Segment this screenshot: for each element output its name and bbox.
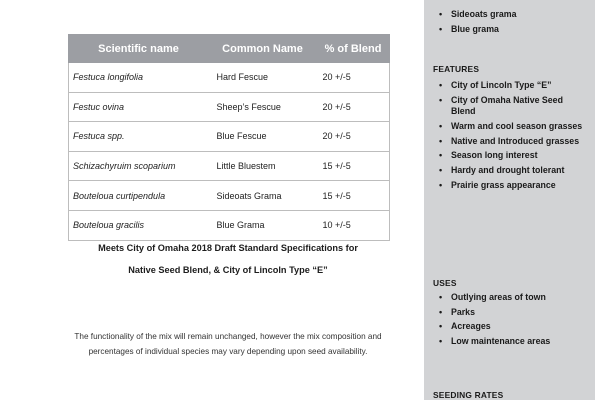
scientific-name-cell: Festuca spp. xyxy=(69,122,209,152)
list-item xyxy=(424,150,585,161)
feature-label: City of Omaha Native Seed Blend xyxy=(451,94,563,117)
feature-label: Hardy and drought tolerant xyxy=(451,164,565,175)
table-header-row xyxy=(69,35,390,63)
availability-note-line-2: percentages of individual species may vary depending upon seed availability. xyxy=(88,347,368,356)
feature-label: City of Lincoln Type “E” xyxy=(451,80,552,90)
list-item xyxy=(424,121,585,132)
table-row xyxy=(69,122,390,152)
scientific-name-cell: Bouteloua gracilis xyxy=(69,210,209,240)
list-item xyxy=(424,24,585,35)
list-item xyxy=(424,321,585,332)
list-item xyxy=(424,9,585,20)
bullet-icon: • xyxy=(439,80,443,90)
table-row xyxy=(69,181,390,211)
list-item xyxy=(424,180,585,191)
species-label: Sideoats grama xyxy=(451,9,517,19)
blend-percent-cell: 15 +/-5 xyxy=(317,151,390,181)
bullet-icon: • xyxy=(439,321,443,332)
scientific-name-cell: Schizachyruim scoparium xyxy=(69,151,209,181)
uses-heading: USES xyxy=(433,278,457,288)
species-list xyxy=(424,9,595,38)
list-item xyxy=(424,80,585,91)
species-label: Blue grama xyxy=(451,23,499,34)
list-item xyxy=(424,336,585,347)
blend-percent-cell: 15 +/-5 xyxy=(317,181,390,211)
feature-label: Warm and cool season grasses xyxy=(451,120,583,131)
scientific-name-cell: Festuc ovina xyxy=(69,92,209,122)
bullet-icon: • xyxy=(439,179,443,190)
uses-list xyxy=(424,292,595,351)
header-common-name: Common Name xyxy=(209,35,317,63)
seeding-rates-heading: SEEDING RATES xyxy=(433,390,504,400)
bullet-icon: • xyxy=(439,336,443,347)
bullet-icon: • xyxy=(439,94,443,105)
scientific-name-cell: Festuca longifolia xyxy=(69,63,209,93)
header-percent-of-blend: % of Blend xyxy=(317,35,390,63)
common-name-cell: Little Bluestem xyxy=(209,151,317,181)
common-name-cell: Sheep’s Fescue xyxy=(209,92,317,122)
product-sidebar xyxy=(424,0,595,400)
common-name-cell: Blue Grama xyxy=(209,210,317,240)
table-row xyxy=(69,210,390,240)
list-item xyxy=(424,292,585,303)
list-item xyxy=(424,165,585,176)
table-row xyxy=(69,63,390,93)
use-label: Outlying areas of town xyxy=(451,292,546,302)
standards-statement-line-1: Meets City of Omaha 2018 Draft Standard Specifications for xyxy=(98,243,358,253)
blend-percent-cell: 20 +/-5 xyxy=(317,122,390,152)
feature-label: Native and Introduced grasses xyxy=(451,135,580,146)
blend-percent-cell: 20 +/-5 xyxy=(317,92,390,122)
common-name-cell: Hard Fescue xyxy=(209,63,317,93)
standards-statement-line-2: Native Seed Blend, & City of Lincoln Type “E” xyxy=(128,265,328,275)
table-row xyxy=(69,92,390,122)
blend-percent-cell: 20 +/-5 xyxy=(317,63,390,93)
bullet-icon: • xyxy=(439,135,443,146)
feature-label: Prairie grass appearance xyxy=(451,179,556,190)
list-item xyxy=(424,307,585,318)
bullet-icon: • xyxy=(439,306,443,317)
list-item xyxy=(424,95,585,118)
features-heading: FEATURES xyxy=(433,64,480,74)
feature-label: Season long interest xyxy=(451,150,538,161)
use-label: Acreages xyxy=(451,321,491,332)
common-name-cell: Blue Fescue xyxy=(209,122,317,152)
table-row xyxy=(69,151,390,181)
bullet-icon: • xyxy=(439,23,443,34)
use-label: Low maintenance areas xyxy=(451,336,551,347)
seed-blend-table xyxy=(68,34,390,241)
header-scientific-name: Scientific name xyxy=(69,35,209,63)
features-list xyxy=(424,80,595,194)
availability-note-line-1: The functionality of the mix will remain unchanged, however the mix composition and xyxy=(74,332,382,341)
use-label: Parks xyxy=(451,306,475,317)
bullet-icon: • xyxy=(439,150,443,161)
bullet-icon: • xyxy=(439,9,443,19)
common-name-cell: Sideoats Grama xyxy=(209,181,317,211)
bullet-icon: • xyxy=(439,292,443,302)
list-item xyxy=(424,136,585,147)
bullet-icon: • xyxy=(439,164,443,175)
bullet-icon: • xyxy=(439,120,443,131)
scientific-name-cell: Bouteloua curtipendula xyxy=(69,181,209,211)
blend-percent-cell: 10 +/-5 xyxy=(317,210,390,240)
